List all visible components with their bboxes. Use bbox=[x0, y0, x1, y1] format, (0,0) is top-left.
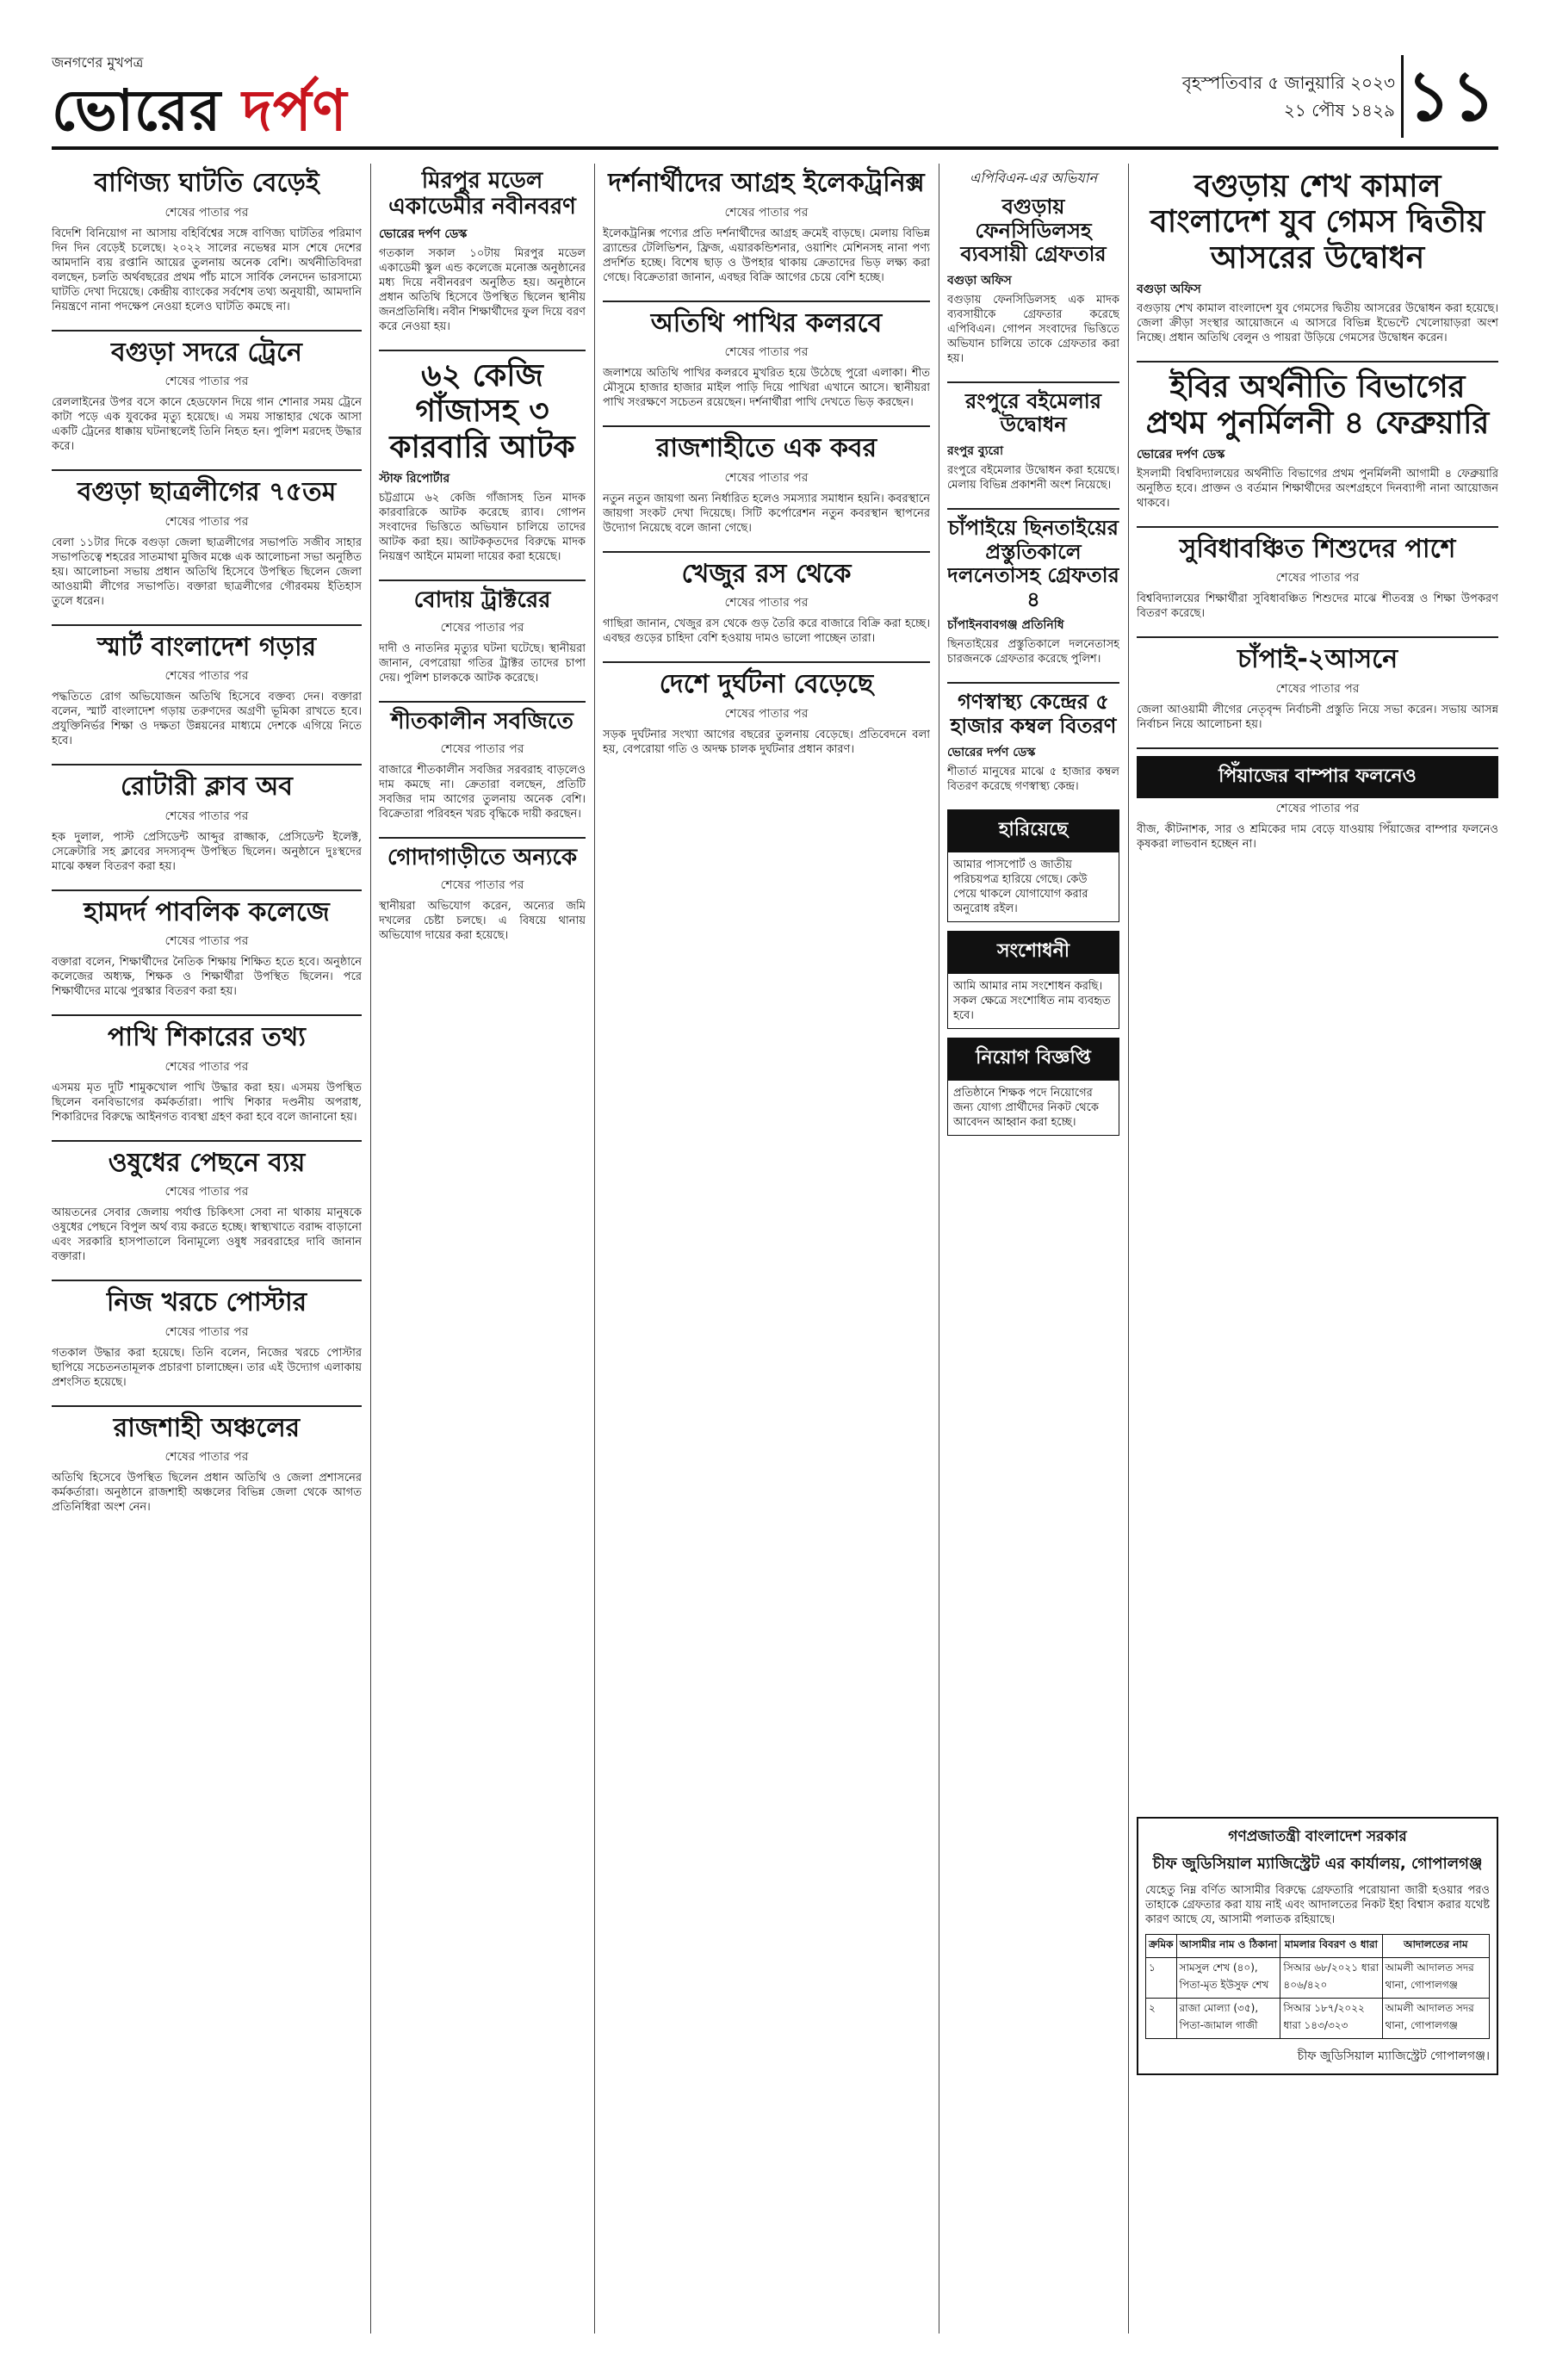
article-body: জলাশয়ে অতিথি পাখির কলরবে মুখরিত হয়ে উঠেছে পুরো এলাকা। শীত মৌসুমে হাজার হাজার মাইল পাড়ি দিয়ে পাখিরা এখানে আসে। স্থানীয়রা পাখি সংরক্ষণে সচেতন রয়েছেন। দর্শনার্থীরা পাখি দেখতে ভিড় করছেন। bbox=[603, 367, 930, 409]
article[interactable] bbox=[52, 1149, 362, 1265]
article[interactable] bbox=[52, 1288, 362, 1390]
headline: সুবিধাবঞ্চিত শিশুদের পাশে bbox=[1179, 533, 1456, 564]
byline: স্টাফ রিপোর্টার bbox=[379, 471, 450, 486]
masthead bbox=[52, 52, 1498, 150]
headline: রোটারী ক্লাব অব bbox=[121, 772, 293, 802]
table-cell: সিআর ১৮৭/২০২২ ধারা ১৪৩/৩২৩ bbox=[1280, 1999, 1382, 2039]
article[interactable] bbox=[603, 560, 930, 647]
divider bbox=[947, 508, 1119, 510]
jump-line: শেষের পাতার পর bbox=[164, 514, 249, 529]
newspaper-logo[interactable] bbox=[52, 67, 348, 162]
article-body: বিশ্ববিদ্যালয়ের শিক্ষার্থীরা সুবিধাবঞ্চিত শিশুদের মাঝে শীতবস্ত্র ও শিক্ষা উপকরণ বিতরণ করেছে। bbox=[1137, 592, 1498, 621]
jump-line: শেষের পাতার পর bbox=[1275, 681, 1360, 696]
article-body: বগুড়ায় শেখ কামাল বাংলাদেশ যুব গেমসের দ্বিতীয় আসরের উদ্বোধন করা হয়েছে। জেলা ক্রীড়া সংস্থার আয়োজনে এ আসরে বিভিন্ন ইভেন্টে খেলোয়াড়রা অংশ নিচ্ছে। প্রধান অতিথি বেলুন ও পায়রা উড়িয়ে গেমসের উদ্বোধন করেন। bbox=[1137, 302, 1498, 345]
table-cell: সিআর ৬৮/২০২১ ধারা ৪০৬/৪২০ bbox=[1280, 1958, 1382, 1999]
headline: স্মার্ট বাংলাদেশ গড়ার bbox=[96, 631, 317, 662]
article-body: বিদেশি বিনিয়োগ না আসায় বহির্বিশ্বের সঙ্গে বাণিজ্য ঘাটতির পরিমাণ দিন দিন বেড়েই চলেছে। ২০২২ সালের নভেম্বর মাস শেষে দেশের আমদানি ব্যয় রপ্তানি আয়ের তুলনায় অনেক বেশি। অর্থনীতিবিদরা বলছেন, চলতি অর্থবছরের প্রথম পাঁচ মাসে সার্বিক লেনদেন ভারসাম্যে ঘাটতি দেখা দিয়েছে। কেন্দ্রীয় ব্যাংকের সর্বশেষ তথ্য অনুযায়ী, আমদানি নিয়ন্ত্রণে নানা পদক্ষেপ নেওয়া হলেও ঘাটতি কমছে না। bbox=[52, 226, 362, 313]
jump-line: শেষের পাতার পর bbox=[164, 1185, 249, 1199]
divider bbox=[1137, 636, 1498, 638]
divider bbox=[379, 837, 586, 839]
divider bbox=[379, 580, 586, 581]
correction-notice-body: আমি আমার নাম সংশোধন করছি। সকল ক্ষেত্রে সংশোধিত নাম ব্যবহৃত হবে। bbox=[947, 973, 1119, 1029]
article[interactable] bbox=[52, 898, 362, 1000]
column-divider bbox=[594, 164, 595, 2334]
headline: বোদায় ট্রাক্টরের bbox=[413, 586, 551, 613]
date-gregorian: বৃহস্পতিবার ৫ জানুয়ারি ২০২৩ bbox=[1181, 72, 1395, 93]
article-body: অতিথি হিসেবে উপস্থিত ছিলেন প্রধান অতিথি ও জেলা প্রশাসনের কর্মকর্তারা। অনুষ্ঠানে রাজশাহী অঞ্চলের বিভিন্ন জেলা থেকে আগত প্রতিনিধিরা অংশ নেন। bbox=[52, 1472, 362, 1514]
column-2 bbox=[379, 164, 586, 2334]
headline: চাঁপাই-২আসনে bbox=[1237, 644, 1398, 675]
article[interactable] bbox=[52, 1023, 362, 1125]
jump-line: শেষের পাতার পর bbox=[440, 741, 524, 756]
headline: দেশে দুর্ঘটনা বেড়েছে bbox=[659, 669, 874, 699]
page-number: ১১ bbox=[1401, 55, 1498, 138]
table-cell: ২ bbox=[1146, 1999, 1177, 2039]
article-body: এসময় মৃত দুটি শামুকখোল পাখি উদ্ধার করা হয়। এসময় উপস্থিত ছিলেন বনবিভাগের কর্মকর্তারা। পাখি শিকার দণ্ডনীয় অপরাধ, শিকারিদের বিরুদ্ধে আইনগত ব্যবস্থা গ্রহণ করা হবে বলে জানানো হয়। bbox=[52, 1081, 362, 1124]
jump-line: শেষের পাতার পর bbox=[440, 620, 524, 635]
headline: মিরপুর মডেল একাডেমীর নবীনবরণ bbox=[388, 168, 576, 220]
kicker: এপিবিএন-এর অভিযান bbox=[969, 170, 1098, 186]
article-body: বাজারে শীতকালীন সবজির সরবরাহ বাড়লেও দাম কমছে না। ক্রেতারা বলছেন, প্রতিটি সবজির দাম আগের তুলনায় অনেক বেশি। বিক্রেতারা পরিবহন খরচ বৃদ্ধিকে দায়ী করছেন। bbox=[379, 763, 586, 821]
divider bbox=[52, 330, 362, 332]
jump-line: শেষের পাতার পর bbox=[724, 596, 809, 610]
headline: রাজশাহীতে এক কবর bbox=[655, 433, 877, 463]
column-1 bbox=[52, 164, 362, 2334]
article-body: বেলা ১১টার দিকে বগুড়া জেলা ছাত্রলীগের সভাপতি সজীব সাহার সভাপতিত্বে শহরের সাতমাথা মুজিব মঞ্চে এক আলোচনা সভা অনুষ্ঠিত হয়। আলোচনা সভায় প্রধান অতিথি হিসেবে উপস্থিত ছিলেন জেলা আওয়ামী লীগের সভাপতি। বক্তারা ছাত্রলীগের গৌরবময় ইতিহাস তুলে ধরেন। bbox=[52, 536, 362, 608]
logo-part2: দর্পণ bbox=[242, 77, 348, 144]
article[interactable] bbox=[1137, 535, 1498, 622]
headline: বগুড়া সদরে ট্রেনে bbox=[111, 337, 302, 368]
byline: চাঁপাইনবাবগঞ্জ প্রতিনিধি bbox=[947, 618, 1064, 633]
divider bbox=[379, 350, 586, 351]
recruitment-notice-body: প্রতিষ্ঠানে শিক্ষক পদে নিয়োগের জন্য যোগ্য প্রার্থীদের নিকট থেকে আবেদন আহ্বান করা হচ্ছে। bbox=[947, 1080, 1119, 1136]
jump-line: শেষের পাতার পর bbox=[440, 877, 524, 892]
table-header-row bbox=[1146, 1935, 1490, 1958]
article[interactable] bbox=[1137, 369, 1498, 511]
byline: রংপুর ব্যুরো bbox=[947, 443, 1004, 458]
divider bbox=[52, 1014, 362, 1016]
divider bbox=[1137, 361, 1498, 363]
article[interactable] bbox=[603, 309, 930, 411]
article-body: বীজ, কীটনাশক, সার ও শ্রমিকের দাম বেড়ে যাওয়ায় পিঁয়াজের বাম্পার ফলনেও কৃষকরা লাভবান হচ্ছেন না। bbox=[1137, 822, 1498, 851]
tagline: জনগণের মুখপত্র bbox=[52, 54, 144, 71]
date-block bbox=[1182, 69, 1395, 124]
jump-line: শেষের পাতার পর bbox=[724, 470, 809, 485]
article-body: পদ্ধতিতে রোগ অভিযোজন অতিথি হিসেবে বক্তব্য দেন। বক্তারা বলেন, স্মার্ট বাংলাদেশ গড়ায় তরুণদের অগ্রণী ভূমিকা রাখতে হবে। প্রযুক্তিনির্ভর শিক্ষা ও দক্ষতা উন্নয়নের মাধ্যমে দেশকে এগিয়ে নিতে হবে। bbox=[52, 691, 362, 747]
article[interactable] bbox=[947, 390, 1119, 493]
divider bbox=[603, 551, 930, 553]
jump-line: শেষের পাতার পর bbox=[1275, 571, 1360, 586]
article-body: আয়তনের সেবার জেলায় পর্যাপ্ত চিকিৎসা সেবা না থাকায় মানুষকে ওষুধের পেছনে বিপুল অর্থ ব্যয় করতে হচ্ছে। স্বাস্থ্যখাতে বরাদ্দ বাড়ানো এবং সরকারি হাসপাতালে বিনামূল্যে ওষুধ সরবরাহের দাবি জানান বক্তারা। bbox=[52, 1206, 362, 1263]
correction-notice-header: সংশোধনী bbox=[947, 931, 1119, 973]
court-notice bbox=[1137, 1817, 1498, 2075]
column-4 bbox=[947, 164, 1119, 2334]
headline: হামদর্দ পাবলিক কলেজে bbox=[84, 896, 330, 927]
table-cell: আমলী আদালত সদর থানা, গোপালগঞ্জ bbox=[1382, 1999, 1489, 2039]
divider bbox=[379, 701, 586, 703]
article[interactable] bbox=[379, 169, 586, 334]
table-cell: আমলী আদালত সদর থানা, গোপালগঞ্জ bbox=[1382, 1958, 1489, 1999]
article[interactable] bbox=[52, 633, 362, 749]
recruitment-notice-header: নিয়োগ বিজ্ঞপ্তি bbox=[947, 1038, 1119, 1080]
article[interactable] bbox=[379, 588, 586, 685]
divider bbox=[52, 1140, 362, 1142]
article[interactable] bbox=[379, 846, 586, 943]
headline: বগুড়া ছাত্রলীগের ৭৫তম bbox=[77, 477, 337, 507]
article[interactable] bbox=[603, 434, 930, 536]
divider bbox=[52, 1405, 362, 1407]
headline: বাণিজ্য ঘাটতি বেড়েই bbox=[94, 168, 319, 198]
byline: ভোরের দর্পণ ডেস্ক bbox=[947, 745, 1036, 759]
jump-line: শেষের পাতার পর bbox=[164, 809, 249, 823]
table-header: মামলার বিবরণ ও ধারা bbox=[1280, 1935, 1382, 1958]
divider bbox=[1137, 747, 1498, 749]
byline: বগুড়া অফিস bbox=[947, 273, 1012, 288]
table-row bbox=[1146, 1999, 1490, 2039]
headline: রংপুরে বইমেলার উদ্বোধন bbox=[965, 388, 1101, 437]
table-cell: ১ bbox=[1146, 1958, 1177, 1999]
divider bbox=[52, 469, 362, 471]
jump-line: শেষের পাতার পর bbox=[164, 375, 249, 388]
divider bbox=[947, 381, 1119, 383]
jump-line: শেষের পাতার পর bbox=[724, 205, 809, 220]
headline: ৬২ কেজি গাঁজাসহ ৩ কারবারি আটক bbox=[389, 357, 575, 465]
headline: দর্শনার্থীদের আগ্রহ ইলেকট্রনিক্স bbox=[608, 168, 925, 198]
headline: নিজ খরচে পোস্টার bbox=[106, 1287, 307, 1317]
article[interactable] bbox=[947, 167, 1119, 366]
table-cell: রাজা মোল্যা (৩৫), পিতা-জামাল গাজী bbox=[1176, 1999, 1280, 2039]
byline: ভোরের দর্পণ ডেস্ক bbox=[379, 226, 468, 241]
article[interactable] bbox=[1137, 169, 1498, 345]
article-body: ইসলামী বিশ্ববিদ্যালয়ের অর্থনীতি বিভাগের প্রথম পুনর্মিলনী আগামী ৪ ফেব্রুয়ারি অনুষ্ঠিত হবে। প্রাক্তন ও বর্তমান শিক্ষার্থীদের অংশগ্রহণে দিনব্যাপী নানা আয়োজন থাকবে। bbox=[1137, 467, 1498, 510]
article-body: ছিনতাইয়ের প্রস্তুতিকালে দলনেতাসহ চারজনকে গ্রেফতার করেছে পুলিশ। bbox=[947, 638, 1119, 666]
article-body: জেলা আওয়ামী লীগের নেতৃবৃন্দ নির্বাচনী প্রস্তুতি নিয়ে সভা করেন। সভায় আসন্ন নির্বাচন নিয়ে আলোচনা হয়। bbox=[1137, 703, 1498, 731]
article-body: বগুড়ায় ফেনসিডিলসহ এক মাদক ব্যবসায়ীকে গ্রেফতার করেছে এপিবিএন। গোপন সংবাদের ভিত্তিতে অভিযান চালিয়ে তাকে গ্রেফতার করা হয়। bbox=[947, 293, 1119, 365]
jump-line: শেষের পাতার পর bbox=[164, 934, 249, 948]
article[interactable] bbox=[52, 1414, 362, 1515]
headline: বগুড়ায় ফেনসিডিলসহ ব্যবসায়ী গ্রেফতার bbox=[960, 195, 1107, 267]
headline: পিঁয়াজের বাম্পার ফলনেও bbox=[1137, 756, 1498, 798]
article-body: হক দুলাল, পাস্ট প্রেসিডেন্ট আব্দুর রাজ্জাক, প্রেসিডেন্ট ইলেক্ট, সেক্রেটারি সহ ক্লাবের সদস্যবৃন্দ উপস্থিত ছিলেন। অনুষ্ঠানে দুঃস্থদের মাঝে কম্বল বিতরণ করা হয়। bbox=[52, 830, 362, 873]
notice-body: যেহেতু নিম্ন বর্ণিত আসামীর বিরুদ্ধে গ্রেফতারি পরোয়ানা জারী হওয়ার পরও তাহাকে গ্রেফতার করা যায় নাই এবং আদালতের নিকট ইহা বিশ্বাস করার যথেষ্ট কারণ আছে যে, আসামী পলাতক রহিয়াছে। bbox=[1145, 1884, 1490, 1926]
divider bbox=[603, 661, 930, 663]
article[interactable] bbox=[947, 517, 1119, 666]
article-body: বক্তারা বলেন, শিক্ষার্থীদের নৈতিক শিক্ষায় শিক্ষিত হতে হবে। অনুষ্ঠানে কলেজের অধ্যক্ষ, শিক্ষক ও শিক্ষার্থীরা উপস্থিত ছিলেন। পরে শিক্ষার্থীদের মাঝে পুরস্কার বিতরণ করা হয়। bbox=[52, 956, 362, 998]
notice-govt-line: গণপ্রজাতন্ত্রী বাংলাদেশ সরকার bbox=[1228, 1828, 1407, 1845]
article[interactable] bbox=[379, 358, 586, 564]
article[interactable] bbox=[1137, 756, 1498, 852]
headline: গোদাগাড়ীতে অন্যকে bbox=[387, 844, 578, 871]
column-5 bbox=[1137, 164, 1498, 1800]
article[interactable] bbox=[52, 338, 362, 455]
divider bbox=[1137, 526, 1498, 528]
headline: রাজশাহী অঞ্চলের bbox=[113, 1412, 301, 1443]
byline: বগুড়া অফিস bbox=[1137, 282, 1201, 297]
article[interactable] bbox=[603, 169, 930, 285]
article-body: নতুন নতুন জায়গা অন্য নির্ধারিত হলেও সমস্যার সমাধান হয়নি। কবরস্থানে জায়গা সংকট দেখা দিয়েছে। সিটি কর্পোরেশন নতুন কবরস্থান স্থাপনের উদ্যোগ নিয়েছে বলে জানা গেছে। bbox=[603, 492, 930, 535]
date-bangla: ২১ পৌষ ১৪২৯ bbox=[1283, 100, 1395, 121]
table-header: আদালতের নাম bbox=[1382, 1935, 1489, 1958]
column-divider bbox=[370, 164, 371, 2334]
article-body: ইলেকট্রনিক্স পণ্যের প্রতি দর্শনার্থীদের আগ্রহ ক্রমেই বাড়ছে। মেলায় বিভিন্ন ব্র্যান্ডের টেলিভিশন, ফ্রিজ, এয়ারকন্ডিশনার, ওয়াশিং মেশিনসহ নানা পণ্য প্রদর্শিত হচ্ছে। বিশেষ ছাড় ও উপহার থাকায় ক্রেতাদের ভিড় লক্ষ্য করা গেছে। বিক্রেতারা জানান, এবছর বিক্রি আগের চেয়ে বেশি হচ্ছে। bbox=[603, 226, 930, 284]
lost-notice-header: হারিয়েছে bbox=[947, 809, 1119, 852]
notice-signature: চীফ জুডিসিয়াল ম্যাজিস্ট্রেট গোপালগঞ্জ। bbox=[1297, 2049, 1490, 2063]
article[interactable] bbox=[1137, 645, 1498, 732]
jump-line: শেষের পাতার পর bbox=[724, 706, 809, 721]
table-header: ক্রমিক bbox=[1146, 1935, 1177, 1958]
headline: চাঁপাইয়ে ছিনতাইয়ের প্রস্তুতিকালে দলনেতাসহ গ্রেফতার ৪ bbox=[947, 515, 1119, 611]
article-body: রংপুরে বইমেলার উদ্বোধন করা হয়েছে। মেলায় বিভিন্ন প্রকাশনী অংশ নিয়েছে। bbox=[947, 463, 1119, 492]
jump-line: শেষের পাতার পর bbox=[724, 345, 809, 359]
divider bbox=[52, 624, 362, 626]
jump-line: শেষের পাতার পর bbox=[164, 205, 249, 220]
column-3 bbox=[603, 164, 930, 2334]
table-row bbox=[1146, 1958, 1490, 1999]
divider bbox=[52, 1280, 362, 1281]
article[interactable] bbox=[52, 478, 362, 609]
notice-office-line: চীফ জুডিসিয়াল ম্যাজিস্ট্রেট এর কার্যালয়, গোপালগঞ্জ bbox=[1152, 1855, 1483, 1873]
article-body: গাছিরা জানান, খেজুর রস থেকে গুড় তৈরি করে বাজারে বিক্রি করা হচ্ছে। এবছর গুড়ের চাহিদা বেশি হওয়ায় দামও ভালো পাচ্ছেন তারা। bbox=[603, 617, 930, 645]
jump-line: শেষের পাতার পর bbox=[164, 1450, 249, 1464]
divider bbox=[603, 301, 930, 302]
article-body: রেললাইনের উপর বসে কানে হেডফোন দিয়ে গান শোনার সময় ট্রেনে কাটা পড়ে এক যুবকের মৃত্যু হয়েছে। এ সময় সান্তাহার থেকে আসা একটি ট্রেনের ধাক্কায় ঘটনাস্থলেই তিনি নিহত হন। পুলিশ মরদেহ উদ্ধার করে। bbox=[52, 396, 362, 453]
headline: ইবির অর্থনীতি বিভাগের প্রথম পুনর্মিলনী ৪ ফেব্রুয়ারি bbox=[1145, 369, 1490, 441]
jump-line: শেষের পাতার পর bbox=[1275, 801, 1360, 815]
divider bbox=[52, 764, 362, 765]
article[interactable] bbox=[947, 691, 1119, 793]
article-body: শীতার্ত মানুষের মাঝে ৫ হাজার কম্বল বিতরণ করেছে গণস্বাস্থ্য কেন্দ্র। bbox=[947, 765, 1119, 793]
article-body: চট্টগ্রামে ৬২ কেজি গাঁজাসহ তিন মাদক কারবারিকে আটক করেছে র‌্যাব। গোপন সংবাদের ভিত্তিতে অভিযান চালিয়ে তাদের আটক করা হয়। আটককৃতদের বিরুদ্ধে মাদক নিয়ন্ত্রণ আইনে মামলা দায়ের করা হয়েছে। bbox=[379, 491, 586, 563]
logo-part1: ভোরের bbox=[52, 77, 243, 144]
column-divider bbox=[1128, 164, 1129, 2334]
headline: খেজুর রস থেকে bbox=[681, 558, 852, 589]
jump-line: শেষের পাতার পর bbox=[164, 1059, 249, 1074]
article[interactable] bbox=[603, 670, 930, 757]
article[interactable] bbox=[379, 710, 586, 821]
article-body: গতকাল সকাল ১০টায় মিরপুর মডেল একাডেমী স্কুল এন্ড কলেজে মনোজ্ঞ অনুষ্ঠানের মধ্য দিয়ে নবীনবরণ অনুষ্ঠিত হয়। অনুষ্ঠানে প্রধান অতিথি হিসেবে উপস্থিত ছিলেন স্থানীয় জনপ্রতিনিধি। নবীন শিক্ষার্থীদের ফুল দিয়ে বরণ করে নেওয়া হয়। bbox=[379, 246, 586, 333]
headline: গণস্বাস্থ্য কেন্দ্রের ৫ হাজার কম্বল বিতরণ bbox=[950, 690, 1117, 738]
headline: অতিথি পাখির কলরবে bbox=[650, 307, 883, 338]
table-cell: সামসুল শেখ (৪০), পিতা-মৃত ইউসুফ শেখ bbox=[1176, 1958, 1280, 1999]
jump-line: শেষের পাতার পর bbox=[164, 669, 249, 683]
headline: পাখি শিকারের তথ্য bbox=[108, 1022, 306, 1052]
article[interactable] bbox=[52, 169, 362, 314]
byline: ভোরের দর্পণ ডেস্ক bbox=[1137, 447, 1225, 462]
headline: শীতকালীন সবজিতে bbox=[391, 708, 574, 734]
article-body: গতকাল উদ্ধার করা হয়েছে। তিনি বলেন, নিজের খরচে পোস্টার ছাপিয়ে সচেতনতামূলক প্রচারণা চালাচ্ছেন। তার এই উদ্যোগ এলাকায় প্রশংসিত হয়েছে। bbox=[52, 1346, 362, 1389]
accused-table bbox=[1145, 1934, 1490, 2039]
article-body: সড়ক দুর্ঘটনার সংখ্যা আগের বছরের তুলনায় বেড়েছে। প্রতিবেদনে বলা হয়, বেপরোয়া গতি ও অদক্ষ চালক দুর্ঘটনার প্রধান কারণ। bbox=[603, 728, 930, 756]
headline: ওষুধের পেছনে ব্যয় bbox=[108, 1147, 306, 1178]
divider bbox=[52, 889, 362, 891]
divider bbox=[947, 682, 1119, 684]
article-body: দাদী ও নাতনির মৃত্যুর ঘটনা ঘটেছে। স্থানীয়রা জানান, বেপরোয়া গতির ট্রাক্টর তাদের চাপা দেয়। পুলিশ চালককে আটক করেছে। bbox=[379, 641, 586, 685]
article[interactable] bbox=[52, 772, 362, 874]
divider bbox=[603, 425, 930, 427]
headline: বগুড়ায় শেখ কামাল বাংলাদেশ যুব গেমস দ্বিতীয় আসরের উদ্বোধন bbox=[1150, 169, 1485, 276]
lost-notice-body: আমার পাসপোর্ট ও জাতীয় পরিচয়পত্র হারিয়ে গেছে। কেউ পেয়ে থাকলে যোগাযোগ করার অনুরোধ রইল। bbox=[947, 852, 1119, 922]
jump-line: শেষের পাতার পর bbox=[164, 1324, 249, 1339]
article-body: স্থানীয়রা অভিযোগ করেন, অন্যের জমি দখলের চেষ্টা চলছে। এ বিষয়ে থানায় অভিযোগ দায়ের করা হয়েছে। bbox=[379, 899, 586, 942]
table-header: আসামীর নাম ও ঠিকানা bbox=[1176, 1935, 1280, 1958]
